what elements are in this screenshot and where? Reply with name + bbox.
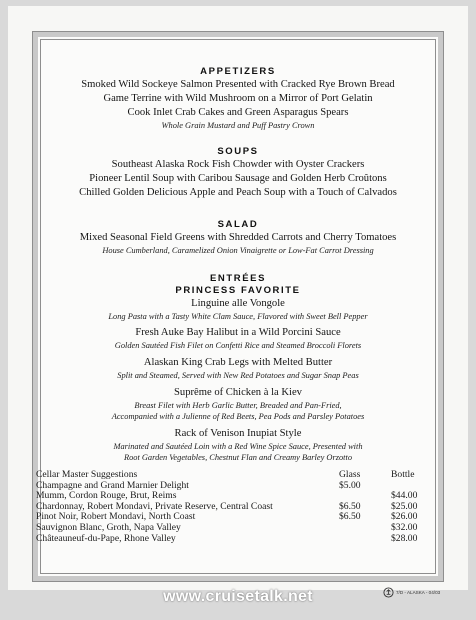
wine-name: Pinot Noir, Robert Mondavi, North Coast: [36, 511, 196, 523]
wine-glass-price: $6.50: [339, 511, 361, 523]
entree-name: Linguine alle Vongole: [191, 298, 285, 309]
entree-name: Alaskan King Crab Legs with Melted Butter: [143, 357, 333, 368]
princess-favorite-title: PRINCESS FAVORITE: [175, 285, 301, 296]
soup-item: Southeast Alaska Rock Fish Chowder with Oyster Crackers: [111, 159, 365, 170]
entree-name: Rack of Venison Inupiat Style: [174, 428, 302, 439]
wine-heading: Cellar Master Suggestions: [36, 469, 138, 480]
wine-name: Champagne and Grand Marnier Delight: [36, 479, 189, 491]
entree-name: Suprême of Chicken à la Kiev: [174, 387, 302, 398]
wine-glass-price: $6.50: [339, 500, 361, 512]
salad-list: [0, 231, 476, 256]
appetizer-description: Whole Grain Mustard and Puff Pastry Crown: [161, 121, 315, 130]
glass-column-header: Glass: [339, 469, 361, 480]
wine-header-row: [36, 470, 426, 481]
entree-name: Fresh Auke Bay Halibut in a Wild Porcini Sauce: [135, 327, 341, 338]
soups-title: SOUPS: [217, 146, 259, 157]
entree-description: Marinated and Sautéed Loin with a Red Wine Spice Sauce, Presented with: [113, 442, 363, 451]
appetizers-title: APPETIZERS: [200, 66, 276, 77]
bottle-column-header: Bottle: [391, 469, 415, 480]
entree-item: [0, 356, 476, 381]
entree-item: [0, 297, 476, 322]
appetizer-item: Smoked Wild Sockeye Salmon Presented with Cracked Rye Brown Bread: [81, 79, 395, 90]
salad-item: Mixed Seasonal Field Greens with Shredded Carrots and Cherry Tomatoes: [79, 232, 397, 243]
salad-description: House Cumberland, Caramelized Onion Vinaigrette or Low-Fat Carrot Dressing: [102, 246, 374, 255]
wine-row: [36, 534, 426, 545]
wine-glass-price: $5.00: [339, 479, 361, 491]
wine-name: Châteauneuf-du-Pape, Rhone Valley: [36, 532, 176, 544]
entrees-section: [0, 273, 476, 296]
recycle-icon: [383, 587, 394, 598]
wine-name: Mumm, Cordon Rouge, Brut, Reims: [36, 490, 177, 502]
wine-bottle-price: $28.00: [391, 532, 418, 544]
entrees-title: ENTRÉES: [209, 273, 267, 284]
appetizer-list: [0, 78, 476, 131]
wine-bottle-price: $25.00: [391, 500, 418, 512]
wine-bottle-price: $32.00: [391, 521, 418, 533]
entree-description: Golden Sautéed Fish Filet on Confetti Rice and Steamed Broccoli Florets: [114, 341, 362, 350]
salad-section: [0, 219, 476, 230]
salad-title: SALAD: [217, 219, 259, 230]
entree-item: [0, 427, 476, 463]
entree-description: Accompanied with a Julienne of Red Beets, Pea Pods and Parsley Potatoes: [111, 412, 365, 421]
site-watermark: www.cruisetalk.net: [163, 588, 313, 605]
entree-description: Breast Filet with Herb Garlic Butter, Breaded and Pan-Fried,: [134, 401, 342, 410]
soup-list: [0, 158, 476, 200]
appetizer-item: Cook Inlet Crab Cakes and Green Asparagus Spears: [127, 107, 349, 118]
appetizers-section: [0, 66, 476, 77]
soup-item: Pioneer Lentil Soup with Caribou Sausage and Golden Herb Croûtons: [89, 173, 387, 184]
print-code: 7/D - ALASKA - 04/03: [396, 590, 441, 595]
soups-section: [0, 146, 476, 157]
wine-row: [36, 523, 426, 534]
entree-item: [0, 326, 476, 351]
wine-bottle-price: $44.00: [391, 490, 418, 502]
entree-description: Long Pasta with a Tasty White Clam Sauce, Flavored with Sweet Bell Pepper: [108, 312, 368, 321]
wine-bottle-price: $26.00: [391, 511, 418, 523]
wine-name: Sauvignon Blanc, Groth, Napa Valley: [36, 521, 181, 533]
entree-item: [0, 386, 476, 422]
wine-list: [36, 470, 426, 544]
soup-item: Chilled Golden Delicious Apple and Peach Soup with a Touch of Calvados: [79, 187, 397, 198]
entree-description: Split and Steamed, Served with New Red Potatoes and Sugar Snap Peas: [117, 371, 359, 380]
appetizer-item: Game Terrine with Wild Mushroom on a Mirror of Port Gelatin: [103, 93, 373, 104]
entree-description: Root Garden Vegetables, Chestnut Flan and Creamy Barley Orzotto: [123, 453, 353, 462]
wine-name: Chardonnay, Robert Mondavi, Private Reserve, Central Coast: [36, 500, 273, 512]
